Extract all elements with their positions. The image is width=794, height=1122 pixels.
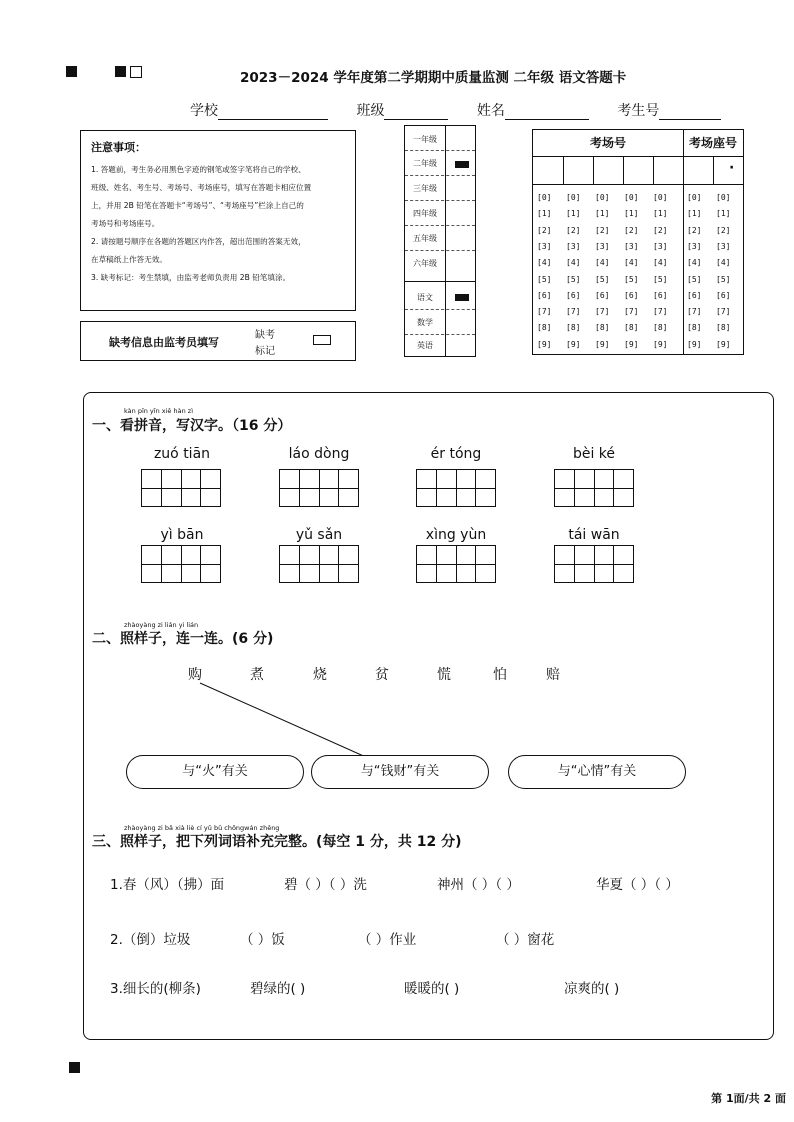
digit-bubble[interactable]: [9] <box>537 339 552 349</box>
digit-bubble[interactable]: [4] <box>624 258 639 268</box>
class-label: 班级 <box>356 103 385 119</box>
digit-bubble[interactable]: [0] <box>716 193 731 202</box>
digit-bubble[interactable]: [8] <box>595 323 610 333</box>
seat-dot: · <box>729 160 735 176</box>
digit-bubble[interactable]: [1] <box>687 209 702 219</box>
digit-bubble[interactable]: [7] <box>566 307 581 317</box>
digit-bubble[interactable]: [0] <box>537 193 552 202</box>
digit-bubble[interactable]: [4] <box>716 258 731 268</box>
fill-item[interactable]: 华夏（ ）（ ） <box>596 877 679 893</box>
digit-bubble[interactable]: [2] <box>595 225 610 235</box>
digit-bubble[interactable]: [7] <box>716 307 731 317</box>
digit-bubble[interactable]: [4] <box>653 258 668 268</box>
pinyin-word: ér tóng <box>430 446 482 462</box>
grade-label: 二年级 <box>413 159 437 168</box>
grade-label: 四年级 <box>413 209 437 218</box>
pinyin-word: yǔ sǎn <box>295 527 343 543</box>
digit-bubble[interactable]: [0] <box>595 193 610 202</box>
grade-label: 五年级 <box>413 234 437 243</box>
section1-ruby: kàn pīn yīn xiě hàn zì <box>124 407 193 415</box>
grade-label: 三年级 <box>413 184 437 193</box>
digit-bubble[interactable]: [8] <box>624 323 639 333</box>
match-char[interactable]: 烧 <box>313 667 327 683</box>
section3-ruby: zhàoyàng zi bǎ xià liè cí yǔ bǔ chōngwán zhěng <box>124 824 280 832</box>
digit-bubble[interactable]: [2] <box>566 225 581 235</box>
digit-bubble[interactable]: [8] <box>566 323 581 333</box>
digit-bubble[interactable]: [0] <box>624 193 639 202</box>
notice-line: 1. 答题前，考生务必用黑色字迹的钢笔或签字笔将自己的学校、 <box>91 165 306 174</box>
pinyin-word: zuó tiān <box>153 446 211 462</box>
exam-no-label: 考生号 <box>617 103 660 119</box>
digit-bubble[interactable]: [6] <box>566 290 581 300</box>
digit-bubble[interactable]: [2] <box>687 225 702 235</box>
pinyin-word: yì bān <box>160 527 204 543</box>
match-char[interactable]: 购 <box>188 667 202 683</box>
digit-bubble[interactable]: [5] <box>716 274 731 284</box>
fill-item: 2.（倒）垃圾 <box>110 932 191 948</box>
digit-bubble[interactable]: [8] <box>716 323 731 333</box>
exam-room-header: 考场号 <box>589 136 626 150</box>
digit-bubble[interactable]: [7] <box>653 307 668 317</box>
digit-bubble[interactable]: [4] <box>566 258 581 268</box>
digit-bubble[interactable]: [6] <box>687 290 702 300</box>
category-cloud-fire[interactable]: 与“火”有关 <box>126 755 304 789</box>
fill-item[interactable]: （ ）作业 <box>358 932 417 948</box>
page-number: 第 1面/共 2 面 <box>711 1092 786 1105</box>
category-cloud-money[interactable]: 与“钱财”有关 <box>311 755 489 789</box>
notice-line: 在草稿纸上作答无效。 <box>91 255 167 264</box>
digit-bubble[interactable]: [3] <box>595 241 610 251</box>
digit-bubble[interactable]: [6] <box>537 290 552 300</box>
match-char[interactable]: 赔 <box>546 667 560 683</box>
notice-line: 3. 缺考标记：考生禁填，由监考老师负责用 2B 铅笔填涂。 <box>91 273 291 282</box>
digit-bubble[interactable]: [1] <box>595 209 610 219</box>
absent-mark-label-1: 缺考 <box>255 330 275 341</box>
digit-bubble[interactable]: [1] <box>624 209 639 219</box>
section2-ruby: zhàoyàng zi lián yi lián <box>124 621 199 629</box>
digit-bubble[interactable]: [6] <box>653 290 668 300</box>
digit-bubble[interactable]: [0] <box>566 193 581 202</box>
section3-title: 三、照样子，把下列词语补充完整。(每空 1 分，共 12 分) <box>92 834 462 850</box>
match-char[interactable]: 慌 <box>437 667 451 683</box>
digit-bubble[interactable]: [9] <box>595 339 610 349</box>
digit-bubble[interactable]: [2] <box>624 225 639 235</box>
digit-bubble[interactable]: [9] <box>653 339 668 349</box>
digit-bubble[interactable]: [6] <box>595 290 610 300</box>
fill-item[interactable]: 凉爽的( ) <box>564 981 620 997</box>
fill-item[interactable]: （ ）饭 <box>240 932 285 948</box>
digit-bubble[interactable]: [2] <box>537 225 552 235</box>
digit-bubble[interactable]: [0] <box>687 193 702 202</box>
digit-bubble[interactable]: [3] <box>624 241 639 251</box>
digit-bubble[interactable]: [7] <box>595 307 610 317</box>
digit-bubble[interactable]: [5] <box>595 274 610 284</box>
fill-item[interactable]: （ ）窗花 <box>496 932 555 948</box>
subject-label: 数学 <box>417 318 433 327</box>
pinyin-word: tái wān <box>568 527 620 543</box>
digit-bubble[interactable]: [1] <box>566 209 581 219</box>
subject-label: 语文 <box>417 293 433 302</box>
digit-bubble[interactable]: [7] <box>687 307 702 317</box>
digit-bubble[interactable]: [5] <box>566 274 581 284</box>
notice-line: 上，并用 2B 铅笔在答题卡“考场号”、“考场座号”栏涂上自己的 <box>91 201 304 210</box>
digit-bubble[interactable]: [5] <box>653 274 668 284</box>
digit-bubble[interactable]: [5] <box>624 274 639 284</box>
digit-bubble[interactable]: [6] <box>716 290 731 300</box>
match-char[interactable]: 贫 <box>375 667 389 683</box>
digit-bubble[interactable]: [4] <box>687 258 702 268</box>
digit-bubble[interactable]: [1] <box>653 209 668 219</box>
digit-bubble[interactable]: [8] <box>653 323 668 333</box>
digit-bubble[interactable]: [1] <box>537 209 552 219</box>
digit-bubble[interactable]: [9] <box>566 339 581 349</box>
notice-line: 考场号和考场座号。 <box>91 219 160 228</box>
section2-title: 二、照样子，连一连。(6 分) <box>92 631 274 647</box>
fill-item[interactable]: 暖暖的( ) <box>404 981 460 997</box>
digit-bubble[interactable]: [3] <box>687 241 702 251</box>
fill-item: 3.细长的(柳条) <box>110 981 201 997</box>
fill-item[interactable]: 碧（ ）（ ）洗 <box>284 877 367 893</box>
match-char[interactable]: 怕 <box>493 667 507 683</box>
digit-bubble[interactable]: [6] <box>624 290 639 300</box>
exam-seat-header: 考场座号 <box>688 136 737 150</box>
digit-bubble[interactable]: [3] <box>716 241 731 251</box>
pinyin-word: láo dòng <box>288 446 350 462</box>
fill-item: 1.春（风）（拂）面 <box>110 877 225 893</box>
digit-bubble[interactable]: [3] <box>566 241 581 251</box>
digit-bubble[interactable]: [5] <box>687 274 702 284</box>
digit-bubble[interactable]: [2] <box>716 225 731 235</box>
subject-label: 英语 <box>417 341 433 350</box>
notice-line: 2. 请按题号顺序在各题的答题区内作答，超出范围的答案无效， <box>91 237 306 246</box>
digit-bubble[interactable]: [7] <box>624 307 639 317</box>
digit-bubble[interactable]: [3] <box>537 241 552 251</box>
pinyin-word: xìng yùn <box>425 527 487 543</box>
digit-bubble[interactable]: [3] <box>653 241 668 251</box>
fill-item[interactable]: 碧绿的( ) <box>250 981 306 997</box>
digit-bubble[interactable]: [4] <box>595 258 610 268</box>
digit-bubble[interactable]: [8] <box>537 323 552 333</box>
school-label: 学校 <box>190 103 218 119</box>
match-char[interactable]: 煮 <box>250 667 264 683</box>
digit-bubble[interactable]: [8] <box>687 323 702 333</box>
digit-bubble[interactable]: [0] <box>653 193 668 202</box>
digit-bubble[interactable]: [2] <box>653 225 668 235</box>
digit-bubble[interactable]: [1] <box>716 209 731 219</box>
grade-label: 一年级 <box>413 135 437 144</box>
digit-bubble[interactable]: [9] <box>624 339 639 349</box>
section1-title: 一、看拼音，写汉字。（16 分） <box>92 418 292 434</box>
absent-mark-label-2: 标记 <box>255 346 275 357</box>
absent-label: 缺考信息由监考员填写 <box>109 336 219 349</box>
digit-bubble[interactable]: [4] <box>537 258 552 268</box>
digit-bubble[interactable]: [9] <box>687 339 702 349</box>
category-cloud-mood[interactable]: 与“心情”有关 <box>508 755 686 789</box>
pinyin-word: bèi ké <box>572 446 616 462</box>
notice-line: 班级、姓名、考生号、考场号、考场座号，填写在答题卡相应位置 <box>91 183 312 192</box>
notice-title: 注意事项： <box>91 141 146 154</box>
digit-bubble[interactable]: [9] <box>716 339 731 349</box>
page-title: 2023－2024 学年度第二学期期中质量监测 二年级 语文答题卡 <box>240 70 627 86</box>
grade-label: 六年级 <box>413 259 437 268</box>
name-label: 姓名 <box>476 103 505 119</box>
digit-bubble[interactable]: [5] <box>537 274 552 284</box>
digit-bubble[interactable]: [7] <box>537 307 552 317</box>
fill-item[interactable]: 神州（ ）（ ） <box>437 877 520 893</box>
